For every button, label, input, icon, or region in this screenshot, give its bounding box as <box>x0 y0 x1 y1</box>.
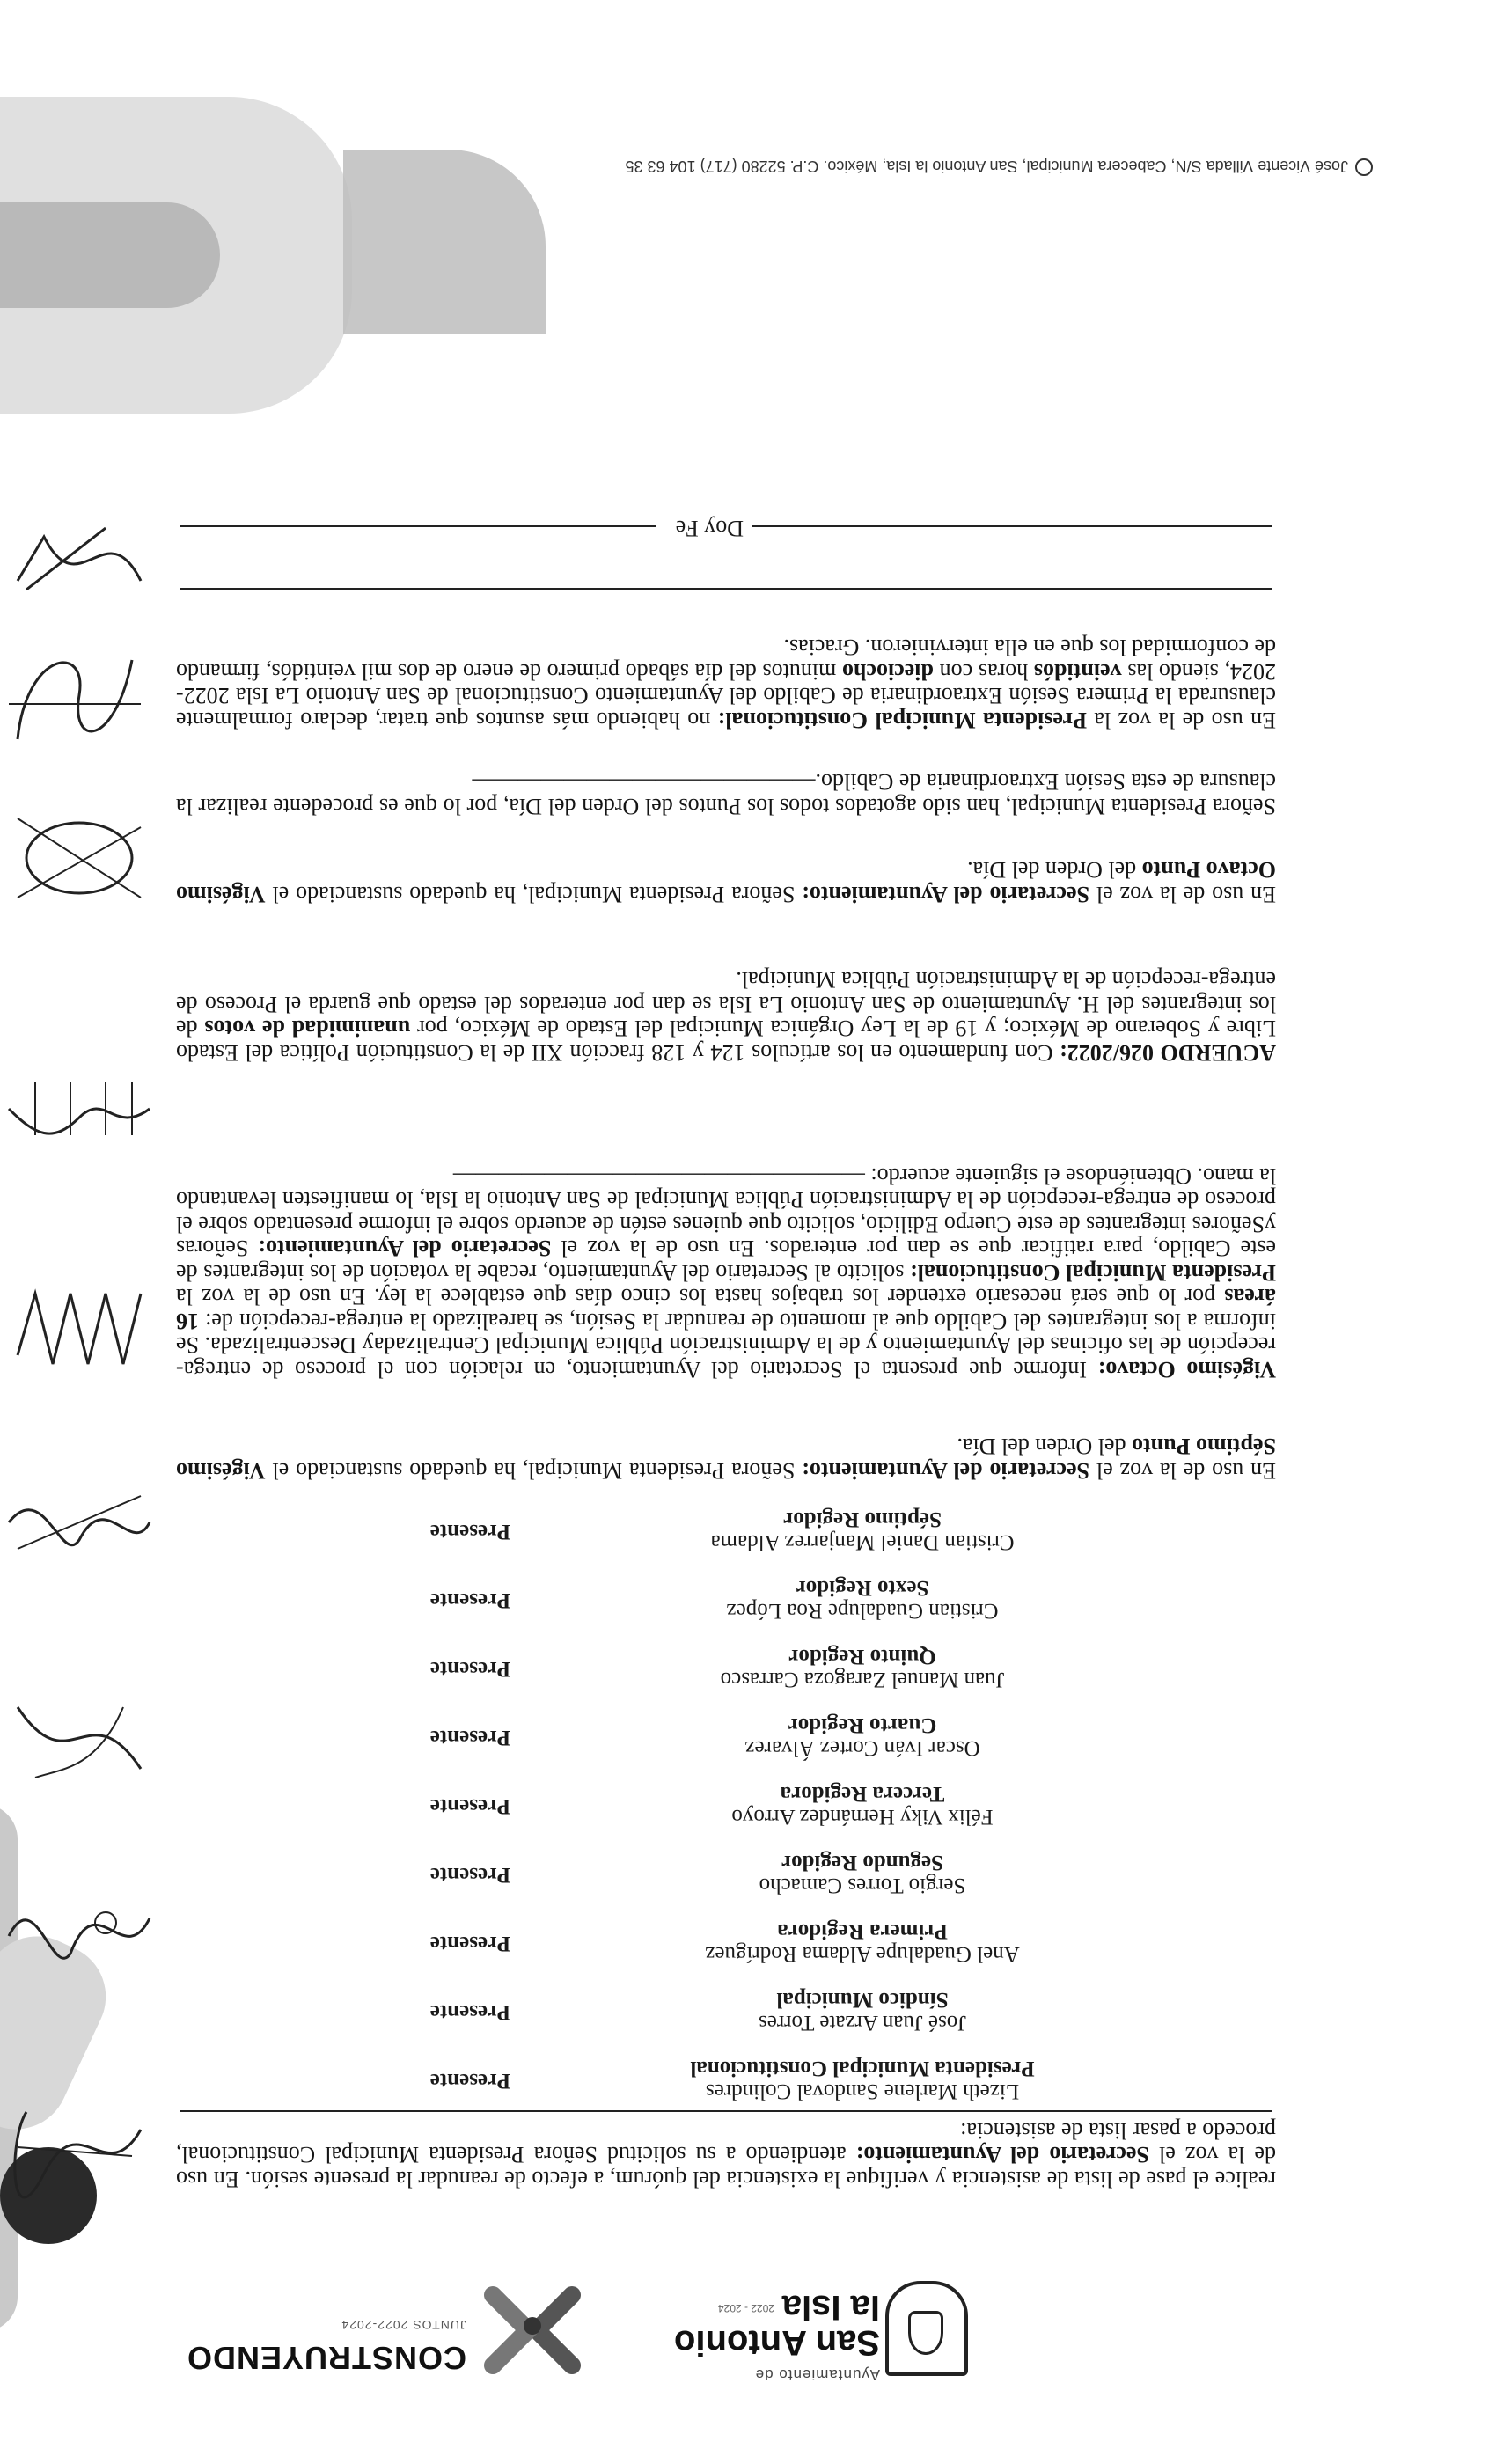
signature <box>0 801 158 915</box>
signature <box>0 2094 158 2209</box>
decorative-shape-3 <box>0 202 220 308</box>
document-page: Ayuntamiento de San Antonio la Isla 2022 - 2024 CONSTRUYENDO JUNTOS 2022-2024 realice el pase de lista de asistencia y verifique la existencia del quórum, a efecto de reanudar la presente sesión. En uso de la voz el Secretario del Ayuntamiento: atendiendo a su solicitud Señora Presidenta Municipal Constitucional, procedo a pasar lista de asistencia: Lizeth Marlene Sandoval Colindres Presidenta Municipal Constitucional Presente José Juan Arzate Torres Síndico Municipal Presente Anel Guadalupe Aldama Rodríguez Primera Regidora Presente Sergio Torres Camacho Segundo Regidor Presente Félix Viky Hernández Arroyo Tercera Regidora Presente Oscar Iván Cortez Álvarez Cuarto Regidor Presente Juan Manuel Zaragoza Carrasco Quinto Regidor Presente Cristian Guadalupe Roa López Sexto Regidor Presente Cristian Daniel Manjarrez Aldama Séptimo Regidor Presente En uso de la voz el Secretario del Ayuntamiento: Señora Presidenta Municipal, ha quedado sustanciado el Vigésimo Séptimo Punto del Orden del Día. Vigésimo Octavo: Informe que presenta el Secretario del Ayuntamiento, en relación con el proceso de entrega-recepción de las oficinas del Ayuntamiento y de la Administración Pública Municipal Centralizaday Descentralizada. Se informa a los integrantes del Cabildo que al momento de reanudar la Sesión, se harealizado la entrega-recepción de: 16 áreas por lo que será necesario extender los trabajos hasta los cinco días que establece la ley. En uso de la voz la Presidenta Municipal Constitucional: solicito al Secretario del Ayuntamiento, recabe la votación de los integrantes de este Cabildo, para ratificar que se dan por enterados. En uso de la voz el Secretario del Ayuntamiento: Señoras ySeñores integrantes de este Cuerpo Edilicio, solicito que quienes estén de acuerdo sobre el informe presentado sobre el proceso de entrega-recepción de la Administración Pública Municipal de San Antonio la Isla, lo manifiesten levantando la mano. Obteniéndose el siguiente acuerdo: —————————————————— ACUERDO 026/2022: Con fundamento en los artículos 124 y 128 fracción XII de la Constitución Política del Estado Libre y Soberano de México; y 19 de la Ley Orgánica Municipal del Estado de México, por unanimidad de votos de los integrantes del H. Ayuntamiento de San Antonio La Isla se dan por enterados del estado que guarda el Proceso de entrega-recepción de la Administración Pública Municipal. En uso de la voz el Secretario del Ayuntamiento: Señora Presidenta Municipal, ha quedado sustanciado el Vigésimo Octavo Punto del Orden del Día. Señora Presidenta Municipal, han sido agotados todos los Puntos del Orden del Día, por lo que es procedente realizar la clausura de esta Sesión Extraordinaria de Cabildo.——————————————— En uso de la voz la Presidenta Municipal Constitucional: no habiendo más asuntos que tratar, declaro formalmente clausurada la Primera Sesión Extraordinaria de Cabildo del Ayuntamiento Constitucional de San Antonio La Isla 2022-2024, siendo las veintidós horas con dieciocho minutos del día sábado primero de enero de dos mil veintidós, firmando de conformidad los que en ella intervinieron. Gracias. Doy Fe José Vicente Villada S/N, Cabecera Municipal, San Antonio la Isla, México. C.P. 52280 (717) 104 63 35 <box>0 0 1496 2464</box>
paragraph-clausura: En uso de la voz la Presidenta Municipal Constitucional: no habiendo más asuntos que tratar, declaro formalmente clausurada la Primera Sesión Extraordinaria de Cabildo del Ayuntamiento Constitucional de San Antonio La Isla 2022-2024, siendo las veintidós horas con dieciocho minutos del día sábado primero de enero de dos mil veintidós, firmando de conformidad los que en ella intervinieron. Gracias. <box>175 634 1276 733</box>
signature <box>0 1866 158 1980</box>
slogan: CONSTRUYENDO <box>186 2340 466 2376</box>
paragraph-acuerdo: ACUERDO 026/2022: Con fundamento en los artículos 124 y 128 fracción XII de la Constitución Política del Estado Libre y Soberano de México; y 19 de la Ley Orgánica Municipal del Estado de México, por unanimidad de votos de los integrantes del H. Ayuntamiento de San Antonio La Isla se dan por enterados del estado que guarda el Proceso de entrega-recepción de la Administración Pública Municipal. <box>176 967 1276 1066</box>
signature <box>0 502 158 616</box>
ayuntamiento-label: Ayuntamiento de <box>754 2366 880 2383</box>
location-pin-icon <box>1355 158 1373 176</box>
ayuntamiento-years: 2022 - 2024 <box>717 2302 774 2314</box>
slogan-sub: JUNTOS 2022-2024 <box>341 2318 466 2332</box>
divider <box>180 588 1272 590</box>
signature <box>0 1461 158 1575</box>
paragraph-vigesimo-octavo: Vigésimo Octavo: Informe que presenta el Secretario del Ayuntamiento, en relación con el proceso de entrega-recepción de las oficinas del Ayuntamiento y de la Administración Pública Municipal Centralizaday Descentralizada. Se informa a los integrantes del Cabildo que al momento de reanudar la Sesión, se harealizado la entrega-recepción de: 16 áreas por lo que será necesario extender los trabajos hasta los cinco días que establece la ley. En uso de la voz la Presidenta Municipal Constitucional: solicito al Secretario del Ayuntamiento, recabe la votación de los integrantes de este Cabildo, para ratificar que se dan por enterados. En uso de la voz el Secretario del Ayuntamiento: Señoras ySeñores integrantes de este Cuerpo Edilicio, solicito que quienes estén de acuerdo sobre el informe presentado sobre el proceso de entrega-recepción de la Administración Pública Municipal de San Antonio la Isla, lo manifiesten levantando la mano. Obteniéndose el siguiente acuerdo: —————————————————— <box>175 1163 1276 1382</box>
footer-address: José Vicente Villada S/N, Cabecera Municipal, San Antonio la Isla, México. C.P. 52280 (717) 104 63 35 <box>625 157 1373 176</box>
ayuntamiento-name-line1: San Antonio <box>673 2323 880 2362</box>
divider <box>180 2110 1272 2112</box>
paragraph-agotados: Señora Presidenta Municipal, han sido agotados todos los Puntos del Orden del Día, por lo que es procedente realizar la clausura de esta Sesión Extraordinaria de Cabildo.——————————————— <box>176 769 1276 819</box>
intro-paragraph: realice el pase de lista de asistencia y verifique la existencia del quórum, a efecto de reanudar la presente sesión. En uso de la voz el Secretario del Ayuntamiento: atendiendo a su solicitud Señora Presidenta Municipal Constitucional, procedo a pasar lista de asistencia: <box>175 2118 1276 2192</box>
paragraph-octavo-closing: En uso de la voz el Secretario del Ayuntamiento: Señora Presidenta Municipal, ha quedado sustanciado el Vigésimo Octavo Punto del Orden del Día. <box>175 857 1276 907</box>
paragraph-septimo-closing: En uso de la voz el Secretario del Ayuntamiento: Señora Presidenta Municipal, ha quedado sustanciado el Vigésimo Séptimo Punto del Orden del Día. <box>175 1434 1276 1484</box>
signature <box>0 1267 158 1382</box>
signature <box>0 1681 158 1795</box>
signature <box>0 642 158 757</box>
decorative-shape-2 <box>343 150 546 334</box>
letterhead <box>53 2226 1443 2402</box>
ayuntamiento-name <box>674 2290 880 2360</box>
construyendo-logo-icon <box>475 2269 590 2383</box>
signature <box>0 1056 158 1170</box>
ayuntamiento-name-line2: la Isla <box>781 2288 880 2327</box>
municipal-seal-icon <box>885 2281 968 2376</box>
